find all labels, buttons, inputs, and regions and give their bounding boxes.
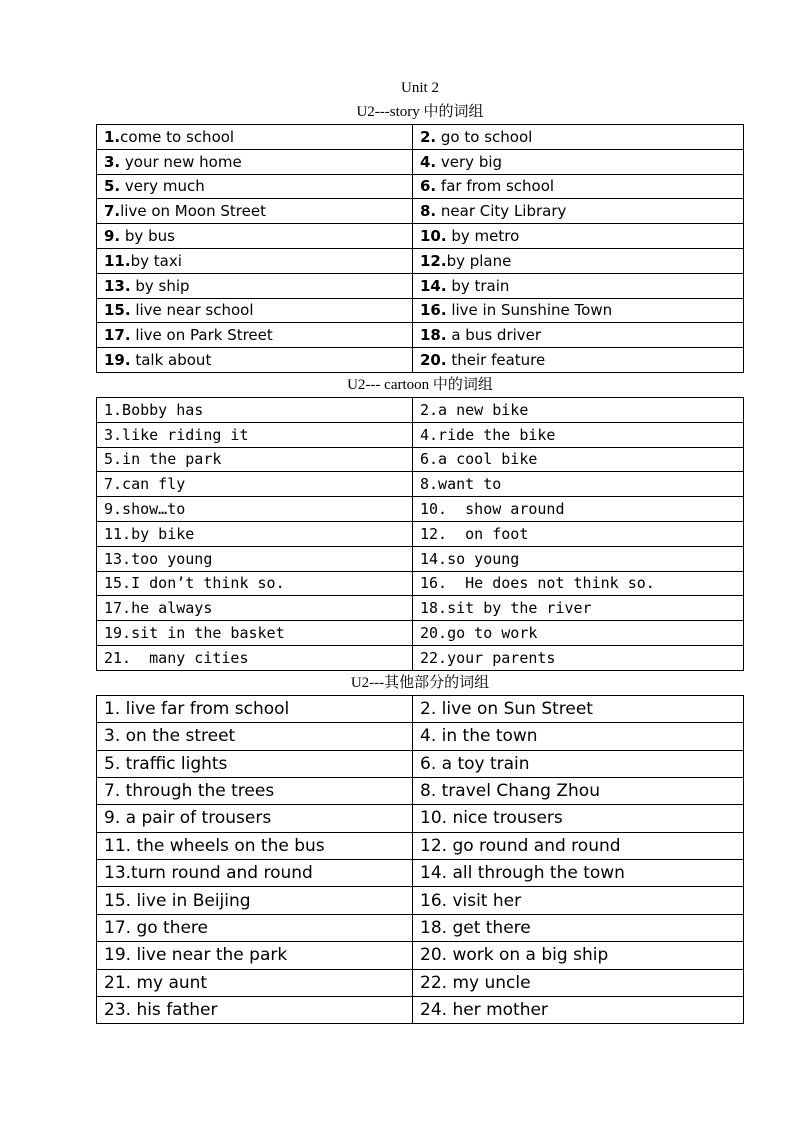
phrase-cell: 12. on foot bbox=[413, 521, 744, 546]
table-row bbox=[97, 248, 744, 273]
phrase-text: by bus bbox=[120, 227, 175, 246]
phrase-cell: 14. all through the town bbox=[413, 860, 744, 887]
phrase-cell: 22.your parents bbox=[413, 645, 744, 670]
phrase-number: 3. bbox=[104, 152, 121, 171]
phrase-text: by train bbox=[446, 276, 510, 295]
phrase-cell bbox=[413, 273, 744, 298]
phrase-number: 15. bbox=[104, 301, 131, 320]
phrase-cell: 19.sit in the basket bbox=[97, 621, 413, 646]
phrase-text: live on Park Street bbox=[130, 326, 273, 345]
phrase-text: near City Library bbox=[436, 202, 567, 221]
phrase-cell: 20.go to work bbox=[413, 621, 744, 646]
phrase-text: by plane bbox=[446, 251, 512, 270]
table-row bbox=[97, 887, 744, 914]
phrase-cell: 10. nice trousers bbox=[413, 805, 744, 832]
phrase-text: live in Sunshine Town bbox=[446, 301, 613, 320]
phrase-number: 14. bbox=[420, 276, 447, 295]
table-row bbox=[97, 969, 744, 996]
phrase-number: 16. bbox=[420, 301, 447, 320]
table-row bbox=[97, 695, 744, 722]
phrase-text: by metro bbox=[446, 227, 520, 246]
phrase-number: 4. bbox=[420, 152, 437, 171]
phrase-cell bbox=[413, 298, 744, 323]
section-heading-other: U2---其他部分的词组 bbox=[350, 674, 490, 691]
phrase-number: 8. bbox=[420, 202, 437, 221]
story-phrase-table bbox=[96, 124, 744, 373]
table-row bbox=[97, 997, 744, 1024]
table-row bbox=[97, 397, 744, 422]
phrase-cell: 6.a cool bike bbox=[413, 447, 744, 472]
document-page bbox=[96, 76, 744, 1024]
phrase-cell: 14.so young bbox=[413, 546, 744, 571]
phrase-number: 13. bbox=[104, 276, 131, 295]
phrase-cell bbox=[413, 323, 744, 348]
phrase-number: 9. bbox=[104, 227, 121, 246]
phrase-cell: 16. He does not think so. bbox=[413, 571, 744, 596]
phrase-text: a bus driver bbox=[446, 326, 542, 345]
phrase-cell: 4.ride the bike bbox=[413, 422, 744, 447]
phrase-cell bbox=[97, 273, 413, 298]
phrase-cell: 24. her mother bbox=[413, 997, 744, 1024]
phrase-text: by ship bbox=[130, 276, 190, 295]
phrase-cell: 19. live near the park bbox=[97, 942, 413, 969]
phrase-cell: 7. through the trees bbox=[97, 777, 413, 804]
phrase-cell bbox=[413, 125, 744, 150]
phrase-cell: 13.turn round and round bbox=[97, 860, 413, 887]
phrase-text: your new home bbox=[120, 152, 242, 171]
table-row bbox=[97, 298, 744, 323]
phrase-cell: 15.I don’t think so. bbox=[97, 571, 413, 596]
phrase-number: 18. bbox=[420, 326, 447, 345]
phrase-number: 2. bbox=[420, 127, 437, 146]
phrase-cell bbox=[413, 348, 744, 373]
phrase-cell: 8. travel Chang Zhou bbox=[413, 777, 744, 804]
table-row bbox=[97, 805, 744, 832]
table-row bbox=[97, 571, 744, 596]
phrase-number: 17. bbox=[104, 326, 131, 345]
table-row bbox=[97, 750, 744, 777]
phrase-number: 7. bbox=[104, 202, 121, 221]
phrase-number: 5. bbox=[104, 177, 121, 196]
table-row bbox=[97, 447, 744, 472]
table-row bbox=[97, 174, 744, 199]
phrase-cell bbox=[97, 248, 413, 273]
phrase-number: 20. bbox=[420, 351, 447, 370]
phrase-cell: 2. live on Sun Street bbox=[413, 695, 744, 722]
table-row bbox=[97, 546, 744, 571]
phrase-text: live on Moon Street bbox=[120, 202, 266, 221]
phrase-cell: 2.a new bike bbox=[413, 397, 744, 422]
phrase-cell bbox=[97, 348, 413, 373]
phrase-cell: 1. live far from school bbox=[97, 695, 413, 722]
phrase-number: 19. bbox=[104, 351, 131, 370]
phrase-cell: 1.Bobby has bbox=[97, 397, 413, 422]
phrase-cell bbox=[413, 174, 744, 199]
phrase-cell bbox=[97, 174, 413, 199]
phrase-text: live near school bbox=[130, 301, 254, 320]
phrase-cell: 23. his father bbox=[97, 997, 413, 1024]
phrase-text: come to school bbox=[120, 127, 235, 146]
phrase-cell bbox=[413, 149, 744, 174]
phrase-number: 10. bbox=[420, 227, 447, 246]
section-heading-cartoon: U2--- cartoon 中的词组 bbox=[347, 376, 493, 393]
phrase-number: 11. bbox=[104, 251, 131, 270]
phrase-cell: 17.he always bbox=[97, 596, 413, 621]
table-row bbox=[97, 348, 744, 373]
phrase-cell: 17. go there bbox=[97, 914, 413, 941]
table-row bbox=[97, 860, 744, 887]
phrase-cell bbox=[97, 323, 413, 348]
phrase-text: far from school bbox=[436, 177, 555, 196]
phrase-text: by taxi bbox=[130, 251, 182, 270]
phrase-cell bbox=[97, 298, 413, 323]
table-row bbox=[97, 323, 744, 348]
phrase-number: 12. bbox=[420, 251, 447, 270]
phrase-cell: 18.sit by the river bbox=[413, 596, 744, 621]
phrase-cell: 11. the wheels on the bus bbox=[97, 832, 413, 859]
phrase-cell bbox=[413, 224, 744, 249]
section-heading-story: U2---story 中的词组 bbox=[356, 104, 484, 120]
phrase-text: talk about bbox=[130, 351, 212, 370]
phrase-cell: 21. my aunt bbox=[97, 969, 413, 996]
phrase-text: very big bbox=[436, 152, 503, 171]
phrase-cell bbox=[97, 224, 413, 249]
phrase-cell: 22. my uncle bbox=[413, 969, 744, 996]
phrase-text: their feature bbox=[446, 351, 546, 370]
phrase-cell: 13.too young bbox=[97, 546, 413, 571]
phrase-cell: 8.want to bbox=[413, 472, 744, 497]
phrase-cell: 16. visit her bbox=[413, 887, 744, 914]
table-row bbox=[97, 422, 744, 447]
phrase-cell bbox=[97, 149, 413, 174]
table-row bbox=[97, 832, 744, 859]
phrase-cell bbox=[97, 199, 413, 224]
phrase-number: 6. bbox=[420, 177, 437, 196]
phrase-cell: 12. go round and round bbox=[413, 832, 744, 859]
phrase-cell: 11.by bike bbox=[97, 521, 413, 546]
table-row bbox=[97, 521, 744, 546]
phrase-number: 1. bbox=[104, 127, 121, 146]
phrase-cell: 5. traffic lights bbox=[97, 750, 413, 777]
phrase-cell: 20. work on a big ship bbox=[413, 942, 744, 969]
phrase-cell: 4. in the town bbox=[413, 723, 744, 750]
table-row bbox=[97, 497, 744, 522]
phrase-cell bbox=[97, 125, 413, 150]
phrase-cell: 7.can fly bbox=[97, 472, 413, 497]
table-row bbox=[97, 942, 744, 969]
table-row bbox=[97, 125, 744, 150]
phrase-cell: 21. many cities bbox=[97, 645, 413, 670]
table-row bbox=[97, 723, 744, 750]
phrase-cell bbox=[413, 199, 744, 224]
phrase-cell: 9. a pair of trousers bbox=[97, 805, 413, 832]
table-row bbox=[97, 645, 744, 670]
phrase-cell: 3. on the street bbox=[97, 723, 413, 750]
phrase-cell: 10. show around bbox=[413, 497, 744, 522]
table-row bbox=[97, 777, 744, 804]
phrase-cell: 5.in the park bbox=[97, 447, 413, 472]
phrase-text: go to school bbox=[436, 127, 533, 146]
cartoon-phrase-table bbox=[96, 397, 744, 671]
table-row bbox=[97, 914, 744, 941]
phrase-cell bbox=[413, 248, 744, 273]
phrase-cell: 3.like riding it bbox=[97, 422, 413, 447]
table-row bbox=[97, 199, 744, 224]
phrase-cell: 6. a toy train bbox=[413, 750, 744, 777]
table-row bbox=[97, 596, 744, 621]
other-phrase-table bbox=[96, 695, 744, 1025]
table-row bbox=[97, 621, 744, 646]
table-row bbox=[97, 472, 744, 497]
table-row bbox=[97, 224, 744, 249]
phrase-cell: 18. get there bbox=[413, 914, 744, 941]
phrase-cell: 15. live in Beijing bbox=[97, 887, 413, 914]
phrase-text: very much bbox=[120, 177, 205, 196]
phrase-cell: 9.show…to bbox=[97, 497, 413, 522]
page-title: Unit 2 bbox=[401, 80, 439, 96]
table-row bbox=[97, 273, 744, 298]
table-row bbox=[97, 149, 744, 174]
